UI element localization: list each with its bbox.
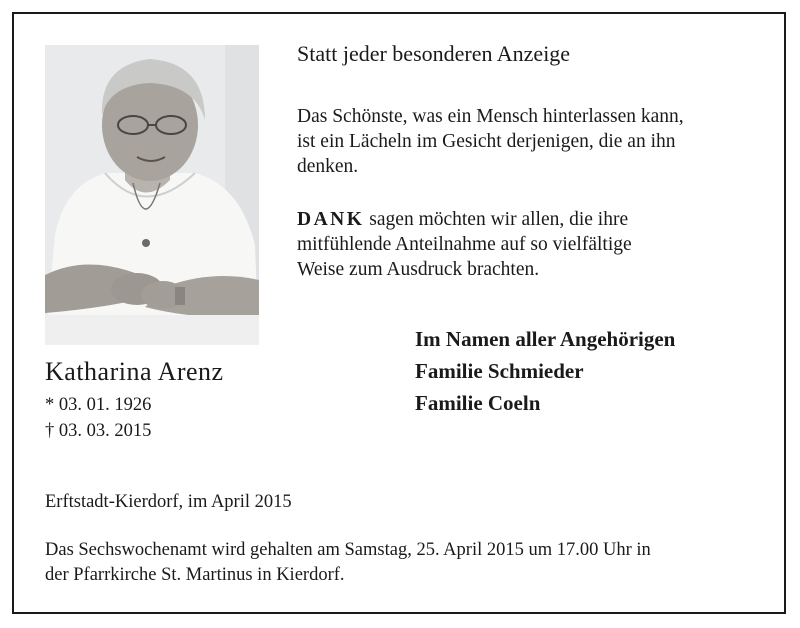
memorial-quote (297, 104, 684, 179)
thanks-paragraph (297, 207, 632, 282)
place-and-date: Erftstadt-Kierdorf, im April 2015 (45, 492, 292, 512)
thanks-word: DANK (297, 209, 365, 230)
mass-line: Das Sechswochenamt wird gehalten am Samstag, 25. April 2015 um 17.00 Uhr in (45, 540, 651, 560)
thanks-line: Weise zum Ausdruck brachten. (297, 259, 540, 280)
birth-date: * 03. 01. 1926 (45, 395, 152, 415)
family-line: Familie Coeln (415, 391, 541, 415)
thanks-first-rest: sagen möchten wir allen, die ihre (364, 209, 629, 230)
family-signature (415, 323, 675, 419)
quote-line: Das Schönste, was ein Mensch hinterlassen kann, (297, 106, 684, 127)
quote-line: ist ein Lächeln im Gesicht derjenigen, die an ihn (297, 131, 676, 152)
family-line: Im Namen aller Angehörigen (415, 327, 676, 351)
deceased-name: Katharina Arenz (45, 357, 224, 386)
mass-line: der Pfarrkirche St. Martinus in Kierdorf. (45, 565, 345, 585)
quote-line: denken. (297, 156, 359, 177)
thanks-line (297, 207, 632, 232)
thanks-line: mitfühlende Anteilnahme auf so vielfältige (297, 234, 632, 255)
death-date: † 03. 03. 2015 (45, 421, 152, 441)
family-line: Familie Schmieder (415, 359, 584, 383)
notice-heading: Statt jeder besonderen Anzeige (297, 41, 571, 66)
portrait-photo (45, 45, 259, 345)
memorial-mass-info (45, 538, 651, 588)
